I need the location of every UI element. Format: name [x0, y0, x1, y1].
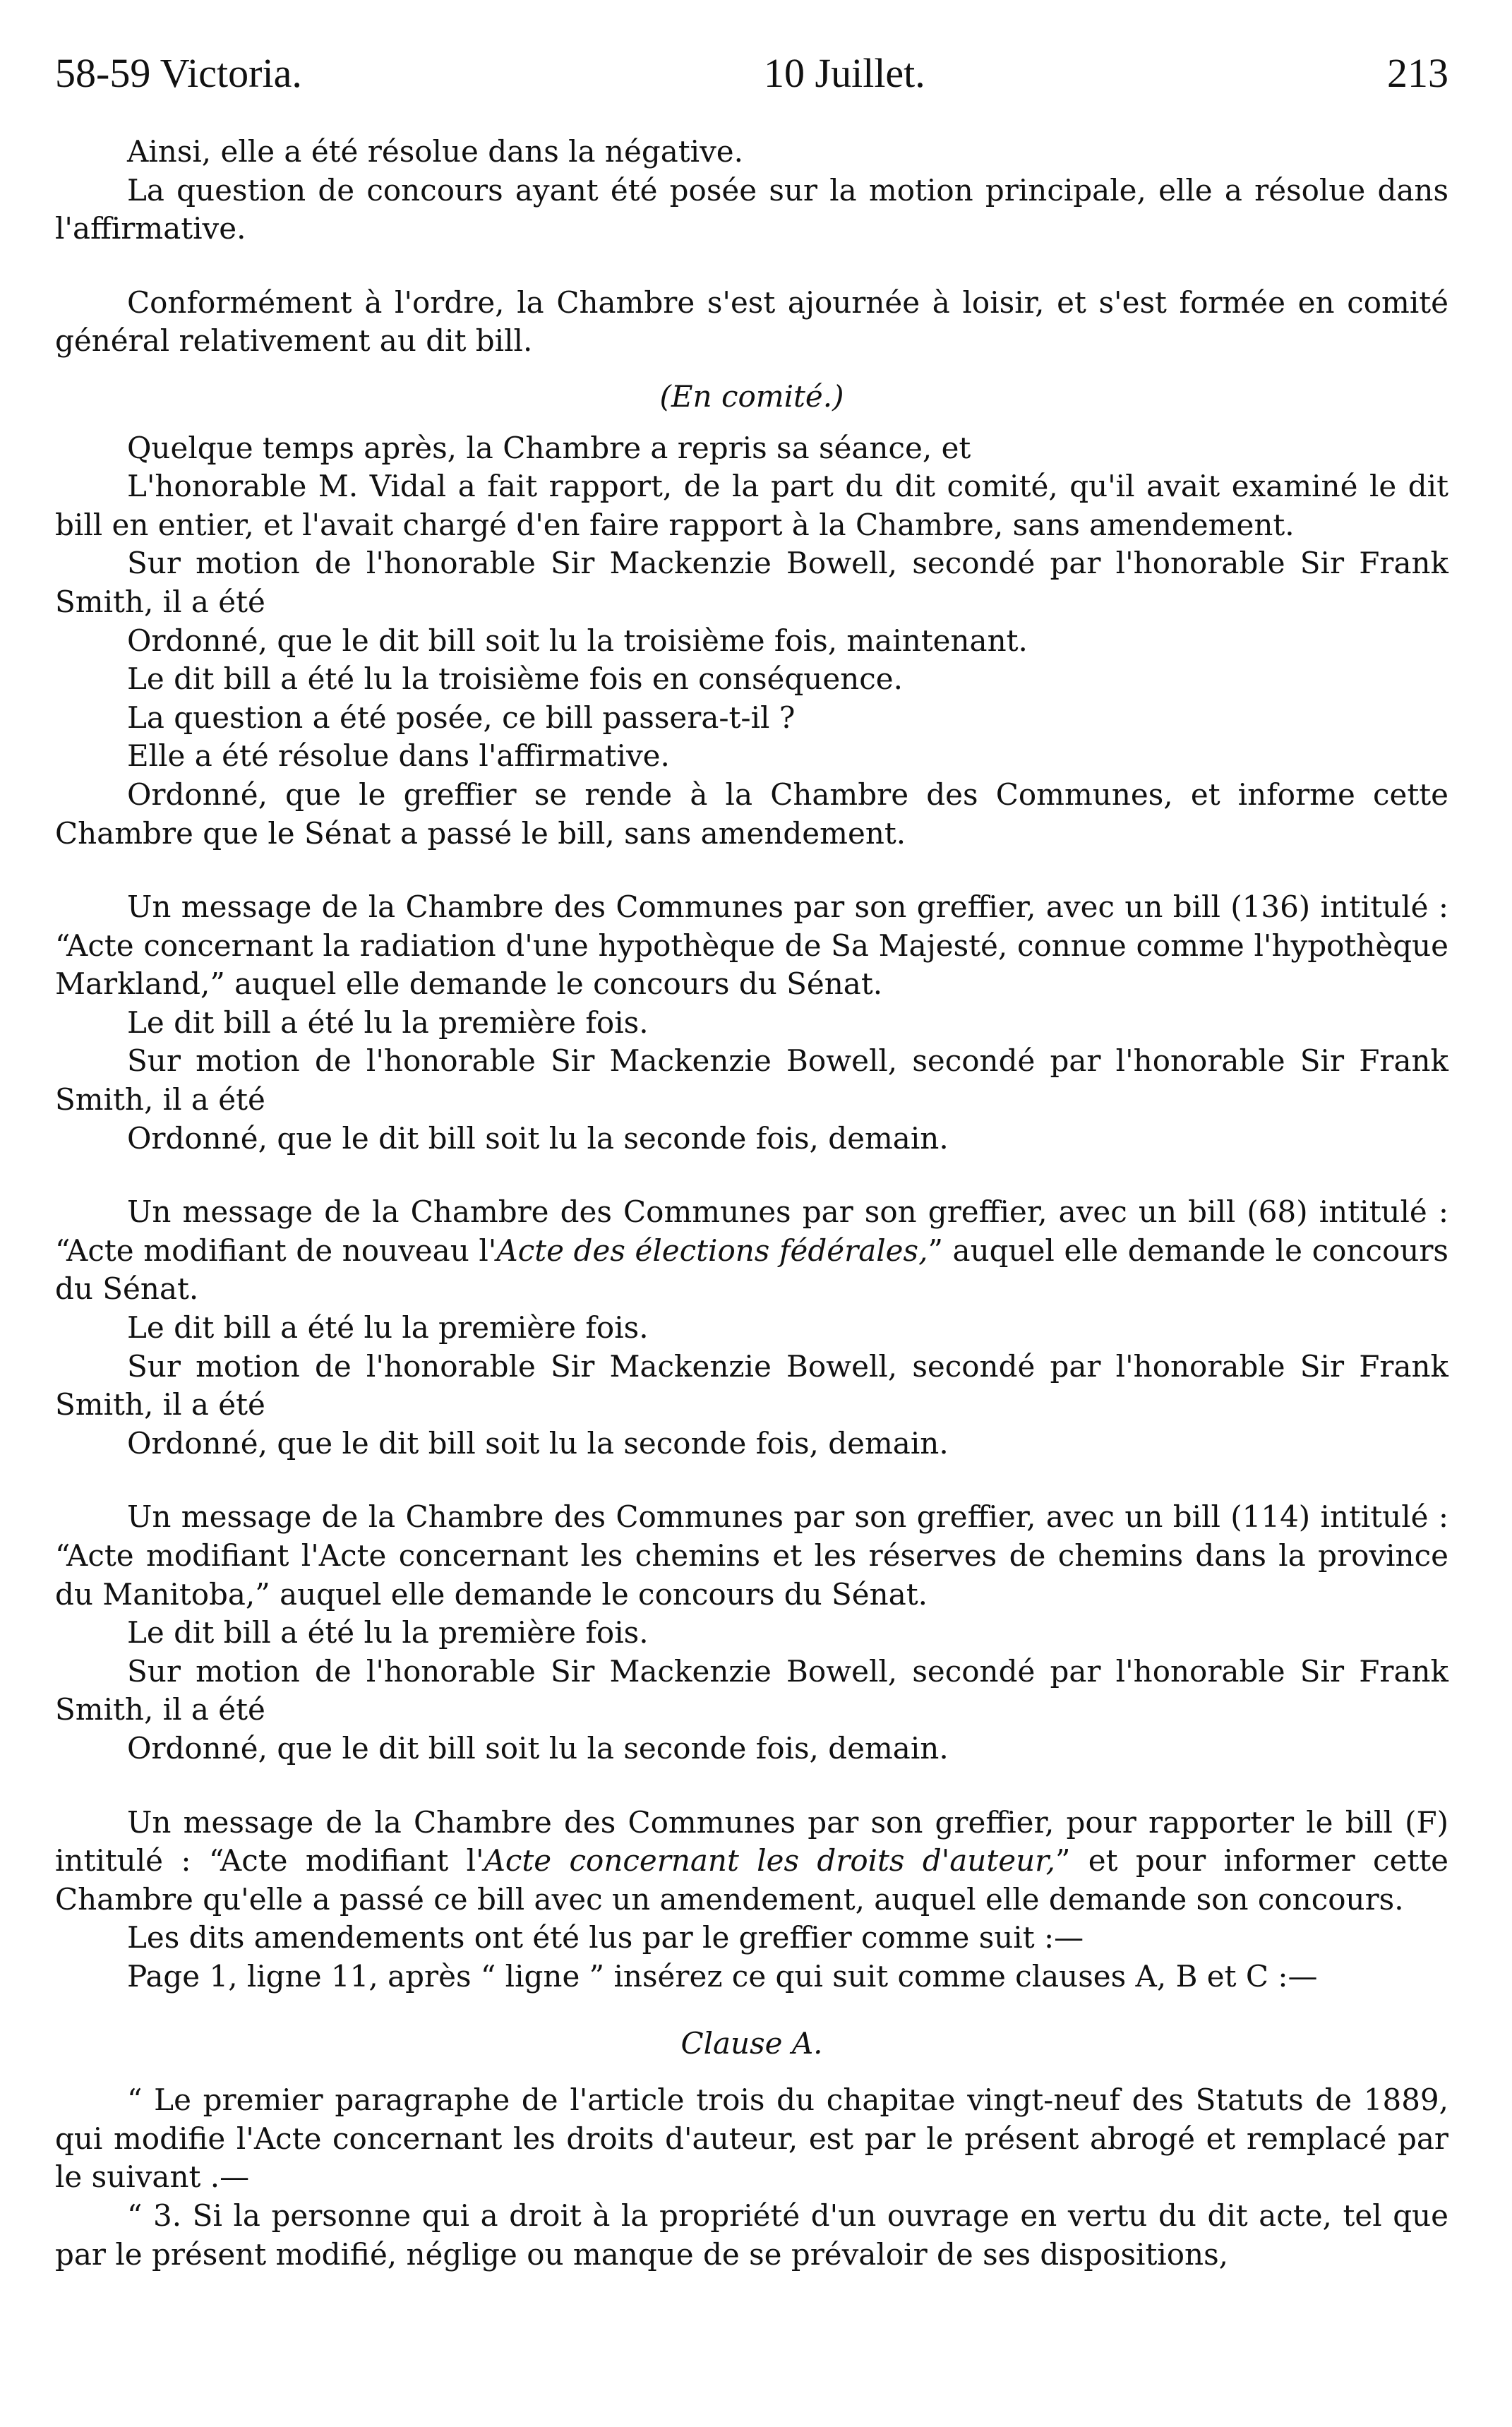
paragraph: Ordonné, que le dit bill soit lu la seconde fois, demain. — [127, 1730, 949, 1766]
page-number: 213 — [1387, 50, 1448, 96]
paragraph: Le dit bill a été lu la première fois. — [127, 1005, 649, 1040]
paragraph: Ordonné, que le greffier se rende à la Chambre des Communes, et informe cette Chambre que le Sénat a passé le bill, sans amendement. — [55, 777, 1448, 851]
paragraph: La question a été posée, ce bill passera-t-il ? — [127, 700, 796, 735]
paragraph: La question de concours ayant été posée sur la motion principale, elle a résolue dans l'affirmative. — [55, 172, 1448, 246]
act-title: Acte des élections fédérales, — [496, 1233, 928, 1268]
paragraph: Sur motion de l'honorable Sir Mackenzie Bowell, secondé par l'honorable Sir Frank Smith, il a été — [55, 1653, 1448, 1727]
paragraph: Le dit bill a été lu la troisième fois en conséquence. — [127, 661, 903, 697]
paragraph: Elle a été résolue dans l'affirmative. — [127, 738, 670, 774]
clause-paragraph: “ 3. Si la personne qui a droit à la propriété d'un ouvrage en vertu du dit acte, tel que par le présent modifié, néglige ou manque de se prévaloir de ses dispositions, — [55, 2198, 1448, 2272]
paragraph: Sur motion de l'honorable Sir Mackenzie Bowell, secondé par l'honorable Sir Frank Smith, il a été — [55, 1043, 1448, 1117]
message-paragraph — [55, 1804, 1448, 1919]
text-run: Un message de la Chambre des Communes par son greffier, avec un bill (68) intitulé : “Acte modifiant de nouveau l' — [55, 1194, 1448, 1268]
paragraph: Quelque temps après, la Chambre a repris sa séance, et — [127, 430, 971, 465]
message-paragraph: Un message de la Chambre des Communes par son greffier, avec un bill (114) intitulé : “Acte modifiant l'Acte concernant les chemins et les réserves de chemins dans la province du Manitoba,” auquel elle demande le concours du Sénat. — [55, 1499, 1448, 1612]
paragraph: Ordonné, que le dit bill soit lu la seconde fois, demain. — [127, 1120, 949, 1156]
running-header — [55, 51, 1448, 96]
paragraph: Le dit bill a été lu la première fois. — [127, 1310, 649, 1346]
paragraph: Les dits amendements ont été lus par le greffier comme suit :— — [127, 1920, 1084, 1955]
page-body — [55, 133, 1448, 2274]
clause-heading: Clause A. — [680, 2025, 823, 2061]
paragraph: Sur motion de l'honorable Sir Mackenzie Bowell, secondé par l'honorable Sir Frank Smith, il a été — [55, 546, 1448, 619]
text-run: Un message de la Chambre des Communes par son greffier, pour rapporter le bill (F) intitulé : “Acte modifiant l' — [55, 1804, 1448, 1878]
text-run: ” auquel elle demande le concours du Sénat. — [55, 1233, 1448, 1307]
paragraph: Conformément à l'ordre, la Chambre s'est ajournée à loisir, et s'est formée en comité général relativement au dit bill. — [55, 284, 1448, 359]
header-date: 10 Juillet. — [764, 50, 925, 96]
text-run: ” et pour informer cette Chambre qu'elle a passé ce bill avec un amendement, auquel elle demande son concours. — [55, 1843, 1448, 1917]
paragraph: Ordonné, que le dit bill soit lu la troisième fois, maintenant. — [127, 623, 1028, 658]
clause-paragraph: “ Le premier paragraphe de l'article trois du chapitae vingt-neuf des Statuts de 1889, qui modifie l'Acte concernant les droits d'auteur, est par le présent abrogé et remplacé par le suivant .— — [55, 2083, 1448, 2195]
paragraph: Ordonné, que le dit bill soit lu la seconde fois, demain. — [127, 1425, 949, 1461]
act-title: Acte concernant les droits d'auteur, — [484, 1843, 1055, 1878]
paragraph: Ainsi, elle a été résolue dans la négative. — [127, 134, 743, 169]
message-paragraph — [55, 1193, 1448, 1309]
header-session: 58-59 Victoria. — [55, 50, 302, 96]
paragraph: Page 1, ligne 11, après “ ligne ” insérez ce qui suit comme clauses A, B et C :— — [127, 1958, 1318, 1994]
committee-heading: (En comité.) — [659, 378, 844, 414]
paragraph: L'honorable M. Vidal a fait rapport, de la part du dit comité, qu'il avait examiné le dit bill en entier, et l'avait chargé d'en faire rapport à la Chambre, sans amendement. — [55, 469, 1448, 542]
paragraph: Sur motion de l'honorable Sir Mackenzie Bowell, secondé par l'honorable Sir Frank Smith, il a été — [55, 1348, 1448, 1422]
paragraph: Le dit bill a été lu la première fois. — [127, 1615, 649, 1650]
message-paragraph: Un message de la Chambre des Communes par son greffier, avec un bill (136) intitulé : “Acte concernant la radiation d'une hypothèque de Sa Majesté, connue comme l'hypothèque Markland,” auquel elle demande le concours du Sénat. — [55, 889, 1448, 1002]
